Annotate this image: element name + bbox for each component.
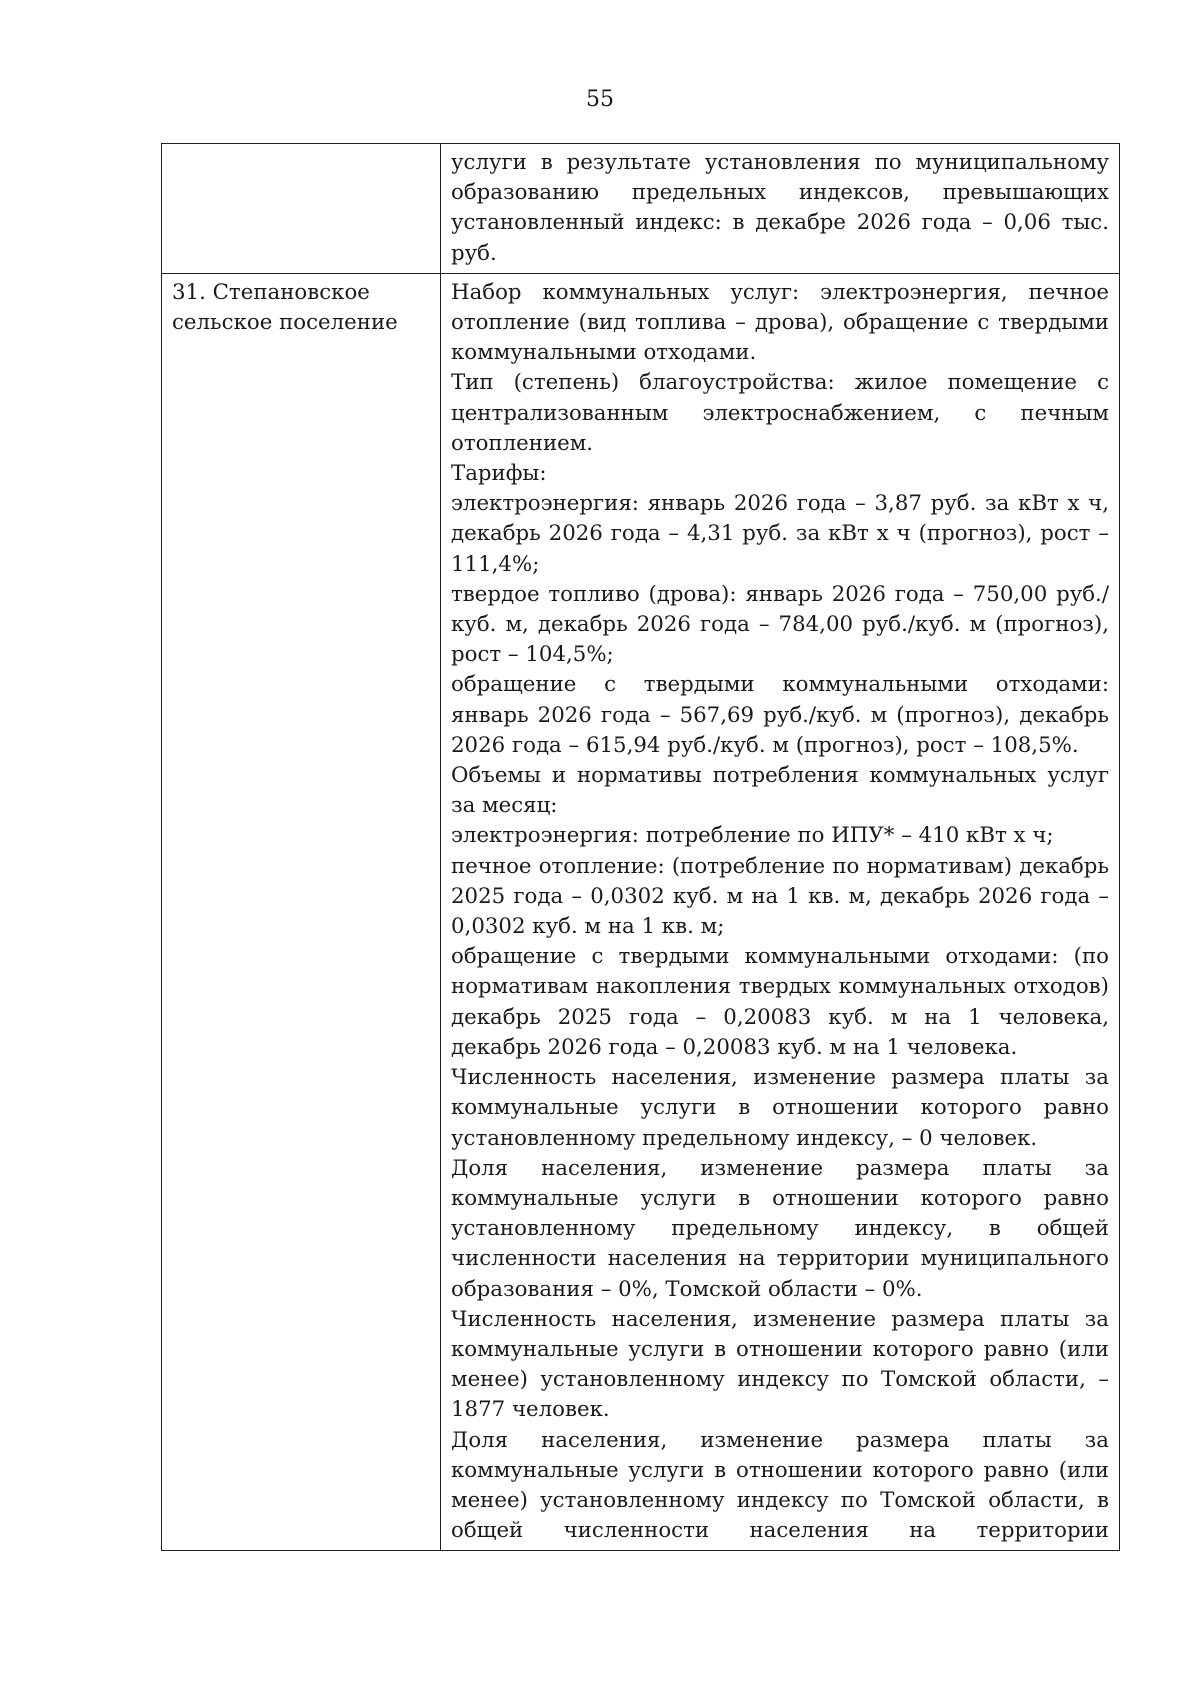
paragraph: Тарифы: [451,461,547,487]
paragraph: Доля населения, изменение размера платы за коммунальные услуги в отношении которого равно (или менее) установленному индексу по Томской области, в общей численности населения на территории [451,1427,1109,1544]
table-row [162,273,1120,1551]
page-number: 55 [586,87,614,112]
municipal-data-table [161,143,1120,1551]
paragraph: обращение с твердыми коммунальными отходами: январь 2026 года – 567,69 руб./куб. м (прогноз), декабрь 2026 года – 615,94 руб./куб. м (прогноз), рост – 108,5%. [451,672,1109,758]
description-cell [441,273,1120,1551]
paragraph: Тип (степень) благоустройства: жилое помещение с централизованным электроснабжением, с печным отоплением. [451,370,1109,456]
paragraph: Численность населения, изменение размера платы за коммунальные услуги в отношении которого равно установленному предельному индексу, – 0 человек. [451,1065,1109,1151]
paragraph: Объемы и нормативы потребления коммунальных услуг за месяц: [451,763,1109,819]
paragraph: обращение с твердыми коммунальными отходами: (по нормативам накопления твердых коммунальных отходов) декабрь 2025 года – 0,20083 куб. м на 1 человека, декабрь 2026 года – 0,20083 куб. м на 1 человека. [451,944,1109,1060]
municipality-cell: 31. Степановское сельское поселение [162,273,441,1551]
paragraph: электроэнергия: потребление по ИПУ* – 410 кВт х ч; [451,823,1054,849]
paragraph: твердое топливо (дрова): январь 2026 года – 750,00 руб./куб. м, декабрь 2026 года – 784,00 руб./куб. м (прогноз), рост – 104,5%; [451,581,1109,668]
paragraph: печное отопление: (потребление по нормативам) декабрь 2025 года – 0,0302 куб. м на 1 кв. м, декабрь 2026 года – 0,0302 куб. м на 1 кв. м; [451,853,1109,940]
paragraph: Набор коммунальных услуг: электроэнергия, печное отопление (вид топлива – дрова), обращение с твердыми коммунальными отходами. [451,279,1109,366]
paragraph: электроэнергия: январь 2026 года – 3,87 руб. за кВт х ч, декабрь 2026 года – 4,31 руб. за кВт х ч (прогноз), рост – 111,4%; [451,491,1109,577]
table-row [162,144,1120,274]
paragraph: услуги в результате установления по муниципальному образованию предельных индексов, превышающих установленный индекс: в декабре 2026 года – 0,06 тыс. руб. [451,150,1109,266]
description-cell [441,144,1120,274]
paragraph: Доля населения, изменение размера платы за коммунальные услуги в отношении которого равно установленному предельному индексу, в общей численности населения на территории муниципального образования – 0%, Томской области – 0%. [451,1155,1109,1302]
municipality-cell [162,144,441,274]
paragraph: Численность населения, изменение размера платы за коммунальные услуги в отношении которого равно (или менее) установленному индексу по Томской области, – 1877 человек. [451,1306,1109,1423]
